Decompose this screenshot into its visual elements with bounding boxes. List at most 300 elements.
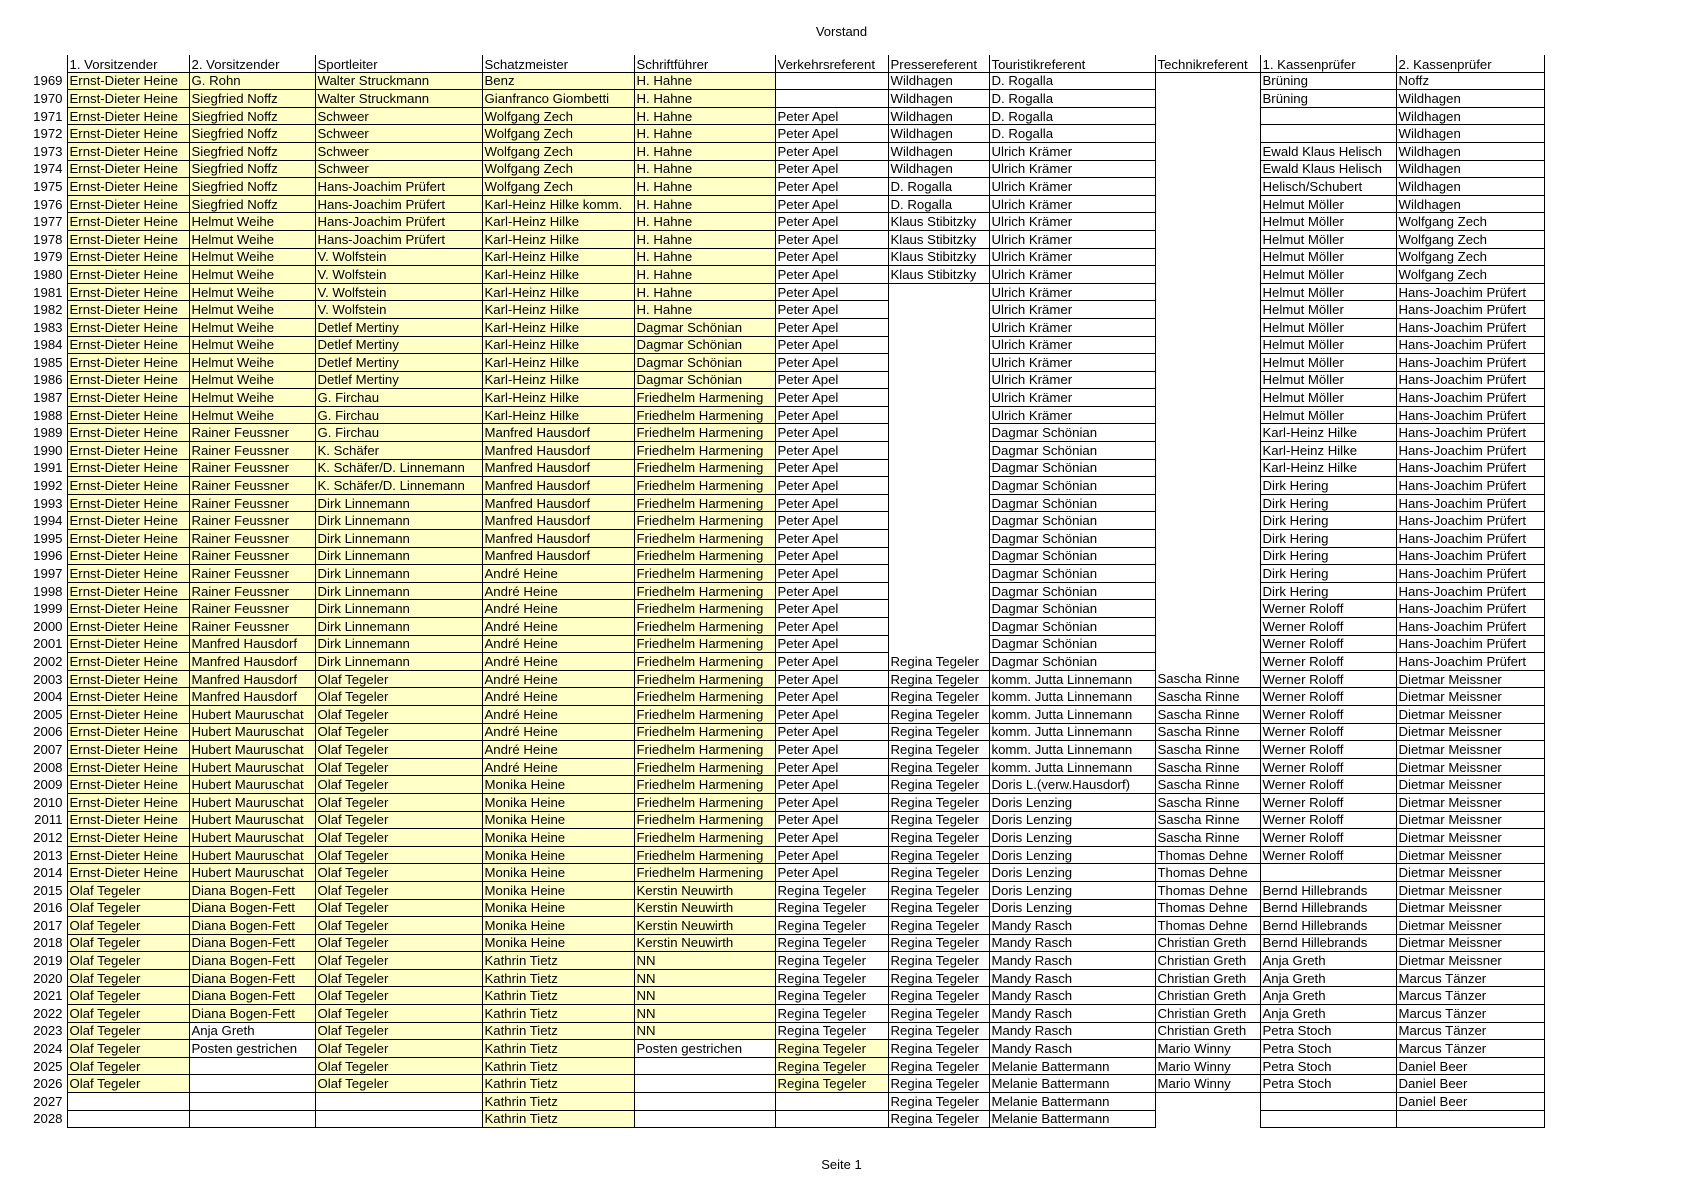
- table-cell: Kathrin Tietz: [482, 952, 634, 970]
- table-cell: Monika Heine: [482, 917, 634, 935]
- table-cell: [775, 1093, 888, 1111]
- table-cell: Helmut Möller: [1260, 248, 1396, 266]
- table-cell: [1155, 160, 1260, 178]
- table-cell: Peter Apel: [775, 442, 888, 460]
- table-cell: Peter Apel: [775, 635, 888, 653]
- table-cell: Friedhelm Harmening: [634, 494, 775, 512]
- table-cell: Wildhagen: [888, 142, 989, 160]
- table-cell: Regina Tegeler: [775, 917, 888, 935]
- table-cell: [1155, 178, 1260, 196]
- table-cell: Helmut Möller: [1260, 195, 1396, 213]
- table-cell: Siegfried Noffz: [189, 107, 315, 125]
- table-cell: Olaf Tegeler: [315, 1075, 482, 1093]
- table-cell: H. Hahne: [634, 301, 775, 319]
- table-cell: Bernd Hillebrands: [1260, 917, 1396, 935]
- table-cell: Dietmar Meissner: [1396, 934, 1544, 952]
- table-cell: Regina Tegeler: [888, 705, 989, 723]
- table-cell: Ernst-Dieter Heine: [67, 600, 189, 618]
- table-cell: Kathrin Tietz: [482, 1057, 634, 1075]
- table-cell: Thomas Dehne: [1155, 917, 1260, 935]
- table-cell: Werner Roloff: [1260, 776, 1396, 794]
- table-cell: Karl-Heinz Hilke: [482, 248, 634, 266]
- table-cell: Olaf Tegeler: [67, 1022, 189, 1040]
- table-row: [26, 758, 1544, 776]
- table-cell: Sascha Rinne: [1155, 776, 1260, 794]
- table-cell: Manfred Hausdorf: [482, 530, 634, 548]
- table-cell: Friedhelm Harmening: [634, 547, 775, 565]
- year-cell: 2027: [33, 1093, 63, 1109]
- table-cell: Kathrin Tietz: [482, 1005, 634, 1023]
- table-cell: Anja Greth: [1260, 969, 1396, 987]
- table-cell: Wolfgang Zech: [482, 142, 634, 160]
- table-cell: André Heine: [482, 618, 634, 636]
- table-cell: Siegfried Noffz: [189, 160, 315, 178]
- table-cell: André Heine: [482, 635, 634, 653]
- table-cell: Hubert Mauruschat: [189, 829, 315, 847]
- table-cell: H. Hahne: [634, 213, 775, 231]
- year-cell: 2006: [33, 724, 63, 740]
- table-cell: Hans-Joachim Prüfert: [1396, 494, 1544, 512]
- table-cell: Wildhagen: [888, 125, 989, 143]
- table-cell: [888, 565, 989, 583]
- table-cell: V. Wolfstein: [315, 266, 482, 284]
- table-cell: Friedhelm Harmening: [634, 653, 775, 671]
- table-cell: Sascha Rinne: [1155, 793, 1260, 811]
- table-cell: [1155, 512, 1260, 530]
- table-cell: Christian Greth: [1155, 969, 1260, 987]
- table-cell: [634, 1075, 775, 1093]
- table-cell: Friedhelm Harmening: [634, 618, 775, 636]
- table-cell: Sascha Rinne: [1155, 811, 1260, 829]
- table-cell: Helmut Weihe: [189, 283, 315, 301]
- table-cell: komm. Jutta Linnemann: [989, 670, 1155, 688]
- year-cell: 1981: [33, 284, 63, 300]
- table-cell: Friedhelm Harmening: [634, 406, 775, 424]
- table-cell: Hans-Joachim Prüfert: [1396, 635, 1544, 653]
- table-cell: Ernst-Dieter Heine: [67, 195, 189, 213]
- table-cell: H. Hahne: [634, 160, 775, 178]
- table-cell: [1155, 1093, 1260, 1111]
- table-cell: komm. Jutta Linnemann: [989, 705, 1155, 723]
- table-cell: Olaf Tegeler: [315, 952, 482, 970]
- table-cell: Friedhelm Harmening: [634, 442, 775, 460]
- table-cell: Werner Roloff: [1260, 618, 1396, 636]
- table-cell: G. Firchau: [315, 406, 482, 424]
- table-cell: Dirk Hering: [1260, 512, 1396, 530]
- table-cell: Werner Roloff: [1260, 670, 1396, 688]
- table-cell: Friedhelm Harmening: [634, 864, 775, 882]
- table-cell: Helmut Möller: [1260, 301, 1396, 319]
- table-cell: Dagmar Schönian: [634, 371, 775, 389]
- table-row: [26, 494, 1544, 512]
- table-cell: André Heine: [482, 653, 634, 671]
- table-cell: Manfred Hausdorf: [482, 494, 634, 512]
- table-cell: Doris L.(verw.Hausdorf): [989, 776, 1155, 794]
- table-cell: [775, 1110, 888, 1128]
- table-cell: Ernst-Dieter Heine: [67, 459, 189, 477]
- table-cell: Peter Apel: [775, 213, 888, 231]
- table-cell: [1155, 424, 1260, 442]
- table-cell: komm. Jutta Linnemann: [989, 723, 1155, 741]
- table-cell: Karl-Heinz Hilke: [482, 213, 634, 231]
- table-cell: Hubert Mauruschat: [189, 723, 315, 741]
- table-cell: Wolfgang Zech: [482, 160, 634, 178]
- table-cell: Friedhelm Harmening: [634, 829, 775, 847]
- table-cell: Ulrich Krämer: [989, 142, 1155, 160]
- table-cell: Hans-Joachim Prüfert: [1396, 442, 1544, 460]
- table-cell: Dirk Linnemann: [315, 618, 482, 636]
- table-cell: Ernst-Dieter Heine: [67, 107, 189, 125]
- table-cell: Hubert Mauruschat: [189, 811, 315, 829]
- year-cell: 1993: [33, 495, 63, 511]
- table-cell: Peter Apel: [775, 758, 888, 776]
- table-cell: Hans-Joachim Prüfert: [1396, 389, 1544, 407]
- table-cell: Monika Heine: [482, 811, 634, 829]
- table-cell: Peter Apel: [775, 512, 888, 530]
- document-title: Vorstand: [815, 24, 868, 39]
- table-cell: Mario Winny: [1155, 1057, 1260, 1075]
- year-cell: 1998: [33, 583, 63, 599]
- table-cell: Olaf Tegeler: [67, 969, 189, 987]
- table-cell: Olaf Tegeler: [315, 723, 482, 741]
- table-cell: Wolfgang Zech: [1396, 266, 1544, 284]
- table-cell: [1260, 107, 1396, 125]
- table-row: [26, 1040, 1544, 1058]
- table-cell: Olaf Tegeler: [315, 881, 482, 899]
- table-cell: Ernst-Dieter Heine: [67, 758, 189, 776]
- table-cell: Helmut Möller: [1260, 336, 1396, 354]
- table-cell: Helmut Weihe: [189, 354, 315, 372]
- table-cell: Kathrin Tietz: [482, 969, 634, 987]
- table-cell: Mandy Rasch: [989, 969, 1155, 987]
- table-cell: Sascha Rinne: [1155, 670, 1260, 688]
- table-cell: Ulrich Krämer: [989, 213, 1155, 231]
- table-cell: komm. Jutta Linnemann: [989, 758, 1155, 776]
- table-row: [26, 670, 1544, 688]
- table-cell: Dirk Linnemann: [315, 653, 482, 671]
- table-cell: Helmut Möller: [1260, 283, 1396, 301]
- table-cell: Klaus Stibitzky: [888, 230, 989, 248]
- table-cell: Brüning: [1260, 72, 1396, 90]
- table-cell: Olaf Tegeler: [315, 1040, 482, 1058]
- year-cell: 2012: [33, 829, 63, 845]
- table-cell: Rainer Feussner: [189, 494, 315, 512]
- table-cell: Thomas Dehne: [1155, 881, 1260, 899]
- table-cell: [1155, 1110, 1260, 1128]
- column-header: 2. Vorsitzender: [189, 55, 315, 72]
- year-cell: 1991: [33, 460, 63, 476]
- table-cell: Christian Greth: [1155, 1022, 1260, 1040]
- year-cell: 1983: [33, 319, 63, 335]
- year-cell: 1973: [33, 143, 63, 159]
- table-cell: [1155, 301, 1260, 319]
- table-cell: [1155, 477, 1260, 495]
- table-cell: Hans-Joachim Prüfert: [1396, 477, 1544, 495]
- table-cell: Peter Apel: [775, 459, 888, 477]
- table-cell: Dietmar Meissner: [1396, 688, 1544, 706]
- table-row: [26, 178, 1544, 196]
- table-cell: Melanie Battermann: [989, 1075, 1155, 1093]
- table-row: [26, 934, 1544, 952]
- table-cell: [888, 354, 989, 372]
- table-cell: André Heine: [482, 758, 634, 776]
- year-cell: 1995: [33, 530, 63, 546]
- table-cell: Ernst-Dieter Heine: [67, 776, 189, 794]
- table-cell: Mandy Rasch: [989, 934, 1155, 952]
- table-cell: Dagmar Schönian: [989, 582, 1155, 600]
- table-cell: Peter Apel: [775, 266, 888, 284]
- table-cell: Friedhelm Harmening: [634, 459, 775, 477]
- table-cell: NN: [634, 969, 775, 987]
- table-cell: Rainer Feussner: [189, 582, 315, 600]
- table-cell: Peter Apel: [775, 107, 888, 125]
- table-cell: [775, 72, 888, 90]
- table-cell: Friedhelm Harmening: [634, 477, 775, 495]
- table-cell: Regina Tegeler: [888, 670, 989, 688]
- table-cell: Olaf Tegeler: [315, 811, 482, 829]
- table-cell: Peter Apel: [775, 688, 888, 706]
- table-cell: Helmut Weihe: [189, 266, 315, 284]
- column-header: 1. Kassenprüfer: [1260, 55, 1396, 72]
- table-row: [26, 195, 1544, 213]
- table-cell: Klaus Stibitzky: [888, 266, 989, 284]
- table-cell: [888, 494, 989, 512]
- table-cell: Werner Roloff: [1260, 635, 1396, 653]
- table-cell: Regina Tegeler: [775, 881, 888, 899]
- table-cell: Dagmar Schönian: [989, 424, 1155, 442]
- board-history-table: [26, 55, 1545, 1128]
- table-row: [26, 107, 1544, 125]
- table-cell: Hans-Joachim Prüfert: [1396, 371, 1544, 389]
- table-cell: [1155, 406, 1260, 424]
- table-cell: Kathrin Tietz: [482, 1093, 634, 1111]
- table-cell: [1155, 318, 1260, 336]
- table-row: [26, 266, 1544, 284]
- column-header: Pressereferent: [888, 55, 989, 72]
- table-cell: Friedhelm Harmening: [634, 758, 775, 776]
- table-row: [26, 442, 1544, 460]
- table-cell: [189, 1057, 315, 1075]
- table-cell: Friedhelm Harmening: [634, 776, 775, 794]
- table-cell: André Heine: [482, 582, 634, 600]
- table-cell: Olaf Tegeler: [67, 1005, 189, 1023]
- table-cell: Ernst-Dieter Heine: [67, 829, 189, 847]
- table-cell: Wildhagen: [1396, 195, 1544, 213]
- table-cell: André Heine: [482, 670, 634, 688]
- table-cell: Peter Apel: [775, 389, 888, 407]
- table-cell: Kerstin Neuwirth: [634, 934, 775, 952]
- year-cell: 1970: [33, 90, 63, 106]
- table-cell: [888, 459, 989, 477]
- table-cell: [1155, 142, 1260, 160]
- table-cell: Olaf Tegeler: [67, 1075, 189, 1093]
- year-cell: 2011: [34, 812, 63, 828]
- table-cell: Sascha Rinne: [1155, 688, 1260, 706]
- table-cell: Dietmar Meissner: [1396, 952, 1544, 970]
- table-cell: Kerstin Neuwirth: [634, 881, 775, 899]
- table-cell: [1396, 1110, 1544, 1128]
- table-cell: Olaf Tegeler: [315, 741, 482, 759]
- table-cell: Karl-Heinz Hilke: [482, 230, 634, 248]
- table-row: [26, 1093, 1544, 1111]
- table-row: [26, 829, 1544, 847]
- table-cell: Siegfried Noffz: [189, 142, 315, 160]
- table-cell: Ernst-Dieter Heine: [67, 213, 189, 231]
- table-cell: André Heine: [482, 741, 634, 759]
- table-cell: Helmut Weihe: [189, 318, 315, 336]
- table-row: [26, 600, 1544, 618]
- table-cell: Mandy Rasch: [989, 917, 1155, 935]
- year-cell: 1969: [33, 73, 63, 89]
- table-cell: Hans-Joachim Prüfert: [1396, 512, 1544, 530]
- table-cell: Doris Lenzing: [989, 899, 1155, 917]
- table-cell: Karl-Heinz Hilke: [482, 389, 634, 407]
- table-cell: Olaf Tegeler: [315, 705, 482, 723]
- table-cell: Diana Bogen-Fett: [189, 881, 315, 899]
- table-cell: Peter Apel: [775, 705, 888, 723]
- table-cell: Ernst-Dieter Heine: [67, 283, 189, 301]
- table-cell: Regina Tegeler: [888, 1005, 989, 1023]
- table-cell: Dagmar Schönian: [989, 477, 1155, 495]
- table-row: [26, 811, 1544, 829]
- table-cell: Kathrin Tietz: [482, 1075, 634, 1093]
- year-cell: 1977: [33, 214, 63, 230]
- table-cell: Detlef Mertiny: [315, 336, 482, 354]
- table-cell: Regina Tegeler: [888, 1075, 989, 1093]
- table-cell: H. Hahne: [634, 125, 775, 143]
- table-cell: [1155, 213, 1260, 231]
- table-cell: Ulrich Krämer: [989, 336, 1155, 354]
- table-cell: [775, 90, 888, 108]
- table-cell: Friedhelm Harmening: [634, 582, 775, 600]
- table-cell: Ernst-Dieter Heine: [67, 389, 189, 407]
- table-cell: Karl-Heinz Hilke: [482, 336, 634, 354]
- table-row: [26, 90, 1544, 108]
- table-cell: Helmut Weihe: [189, 336, 315, 354]
- table-cell: Peter Apel: [775, 354, 888, 372]
- table-cell: Karl-Heinz Hilke: [482, 283, 634, 301]
- table-cell: Ernst-Dieter Heine: [67, 318, 189, 336]
- year-cell: 1992: [33, 478, 63, 494]
- table-cell: Diana Bogen-Fett: [189, 969, 315, 987]
- table-cell: Rainer Feussner: [189, 442, 315, 460]
- table-cell: Hubert Mauruschat: [189, 776, 315, 794]
- table-cell: Helmut Weihe: [189, 389, 315, 407]
- table-header-row: [26, 55, 1544, 72]
- table-cell: Rainer Feussner: [189, 530, 315, 548]
- table-cell: [888, 318, 989, 336]
- table-cell: Olaf Tegeler: [315, 776, 482, 794]
- table-cell: Peter Apel: [775, 195, 888, 213]
- table-cell: Kathrin Tietz: [482, 1040, 634, 1058]
- table-cell: [888, 406, 989, 424]
- table-cell: H. Hahne: [634, 283, 775, 301]
- table-row: [26, 547, 1544, 565]
- table-cell: Regina Tegeler: [775, 934, 888, 952]
- table-cell: [1260, 1093, 1396, 1111]
- table-row: [26, 160, 1544, 178]
- table-cell: Detlef Mertiny: [315, 371, 482, 389]
- table-cell: Helmut Möller: [1260, 266, 1396, 284]
- column-header: Touristikreferent: [989, 55, 1155, 72]
- table-cell: Diana Bogen-Fett: [189, 987, 315, 1005]
- table-cell: Werner Roloff: [1260, 705, 1396, 723]
- table-cell: Regina Tegeler: [775, 952, 888, 970]
- table-cell: Olaf Tegeler: [67, 952, 189, 970]
- table-cell: [1155, 653, 1260, 671]
- table-cell: NN: [634, 987, 775, 1005]
- table-row: [26, 406, 1544, 424]
- table-cell: Dietmar Meissner: [1396, 864, 1544, 882]
- table-cell: Rainer Feussner: [189, 600, 315, 618]
- table-cell: [888, 530, 989, 548]
- table-cell: André Heine: [482, 565, 634, 583]
- table-cell: Olaf Tegeler: [315, 688, 482, 706]
- table-cell: Ernst-Dieter Heine: [67, 266, 189, 284]
- table-row: [26, 530, 1544, 548]
- year-cell: 1979: [33, 249, 63, 265]
- table-cell: Hans-Joachim Prüfert: [1396, 301, 1544, 319]
- table-cell: Peter Apel: [775, 406, 888, 424]
- table-cell: Karl-Heinz Hilke: [482, 354, 634, 372]
- table-cell: Manfred Hausdorf: [482, 424, 634, 442]
- table-cell: Werner Roloff: [1260, 758, 1396, 776]
- year-cell: 1980: [33, 266, 63, 282]
- table-cell: Wolfgang Zech: [1396, 248, 1544, 266]
- year-cell: 1984: [33, 337, 63, 353]
- table-cell: Regina Tegeler: [888, 688, 989, 706]
- table-cell: Kerstin Neuwirth: [634, 899, 775, 917]
- table-cell: Hans-Joachim Prüfert: [1396, 618, 1544, 636]
- table-cell: Regina Tegeler: [888, 1022, 989, 1040]
- table-cell: Peter Apel: [775, 336, 888, 354]
- table-cell: Ernst-Dieter Heine: [67, 354, 189, 372]
- table-cell: Posten gestrichen: [189, 1040, 315, 1058]
- table-cell: H. Hahne: [634, 248, 775, 266]
- table-cell: Peter Apel: [775, 547, 888, 565]
- table-cell: Regina Tegeler: [888, 1110, 989, 1128]
- table-cell: Regina Tegeler: [888, 723, 989, 741]
- table-cell: Regina Tegeler: [888, 653, 989, 671]
- table-cell: Helmut Weihe: [189, 213, 315, 231]
- year-cell: 1986: [33, 372, 63, 388]
- table-cell: Olaf Tegeler: [67, 881, 189, 899]
- table-cell: Hans-Joachim Prüfert: [1396, 318, 1544, 336]
- table-cell: Regina Tegeler: [775, 969, 888, 987]
- table-cell: Olaf Tegeler: [67, 917, 189, 935]
- year-cell: 1978: [33, 231, 63, 247]
- table-cell: Diana Bogen-Fett: [189, 1005, 315, 1023]
- table-cell: Schweer: [315, 142, 482, 160]
- table-cell: Dagmar Schönian: [989, 442, 1155, 460]
- table-cell: Friedhelm Harmening: [634, 723, 775, 741]
- table-cell: Friedhelm Harmening: [634, 741, 775, 759]
- table-cell: Ulrich Krämer: [989, 160, 1155, 178]
- table-cell: [1155, 530, 1260, 548]
- table-cell: Peter Apel: [775, 582, 888, 600]
- year-cell: 1976: [33, 196, 63, 212]
- table-cell: Monika Heine: [482, 846, 634, 864]
- table-cell: Dietmar Meissner: [1396, 670, 1544, 688]
- table-cell: Sascha Rinne: [1155, 723, 1260, 741]
- table-cell: Dagmar Schönian: [989, 565, 1155, 583]
- table-cell: Wildhagen: [888, 160, 989, 178]
- table-row: [26, 248, 1544, 266]
- table-cell: Helmut Möller: [1260, 213, 1396, 231]
- table-cell: Rainer Feussner: [189, 618, 315, 636]
- table-row: [26, 354, 1544, 372]
- table-cell: Doris Lenzing: [989, 846, 1155, 864]
